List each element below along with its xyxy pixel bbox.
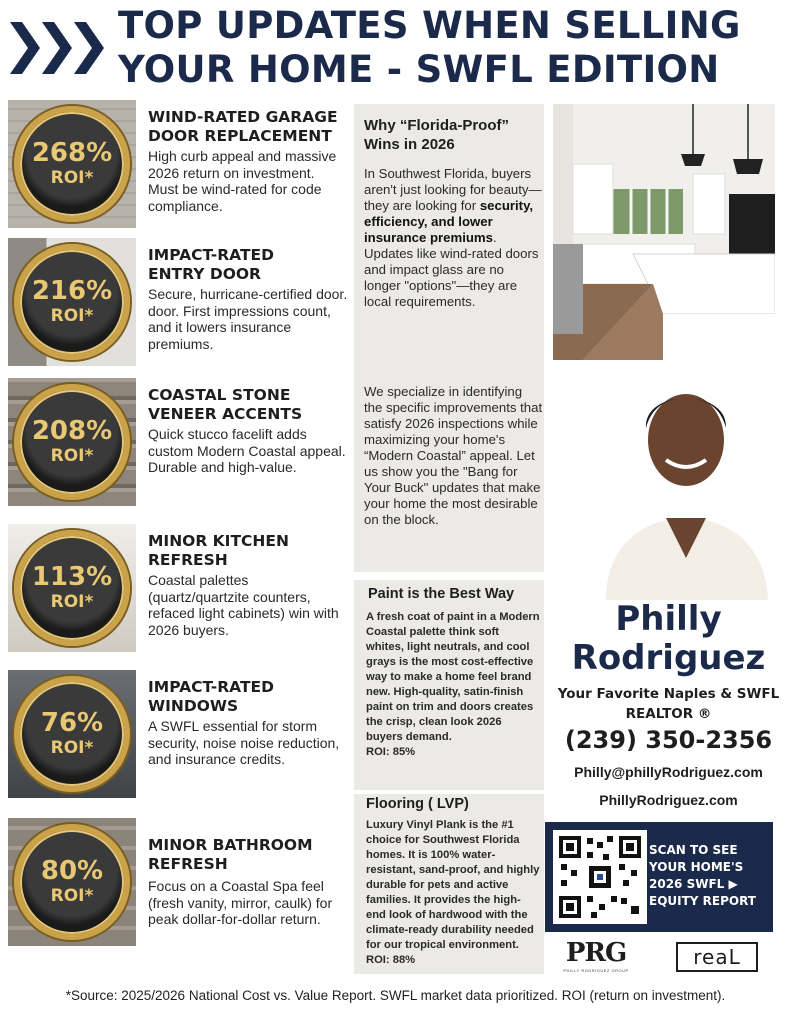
- roi-item-entry-door: [8, 238, 350, 366]
- item-title: [148, 108, 348, 146]
- agent-portrait: [596, 368, 774, 600]
- item-title-line-1: COASTAL STONE: [148, 386, 291, 404]
- paint-roi: ROI: 85%: [366, 746, 416, 758]
- item-title-line-2: REFRESH: [148, 551, 228, 569]
- entry-door-photo: [8, 238, 136, 366]
- qr-text-line-2: YOUR HOME'S: [649, 860, 744, 874]
- flooring-title: Flooring ( LVP): [366, 796, 469, 812]
- flooring-body: Luxury Vinyl Plank is the #1 choice for Southwest Florida homes. It is 100% water-resistant, sand-proof, and highly durable for pets and active families. It provides the high-end look of hardwood with the climate-ready durability needed for our tropical environment. ROI: 88%: [366, 819, 540, 966]
- item-title-line-1: IMPACT-RATED: [148, 678, 274, 696]
- qr-text-line-3: 2026 SWFL ▶: [649, 877, 738, 891]
- kitchen-photo: [8, 524, 136, 652]
- flooring-panel: [354, 794, 544, 974]
- garage-door-photo: [8, 100, 136, 228]
- roi-badge: [14, 384, 130, 500]
- why-text-c: . Updates like wind-rated doors and impact glass are no longer "options"—they are local requirements.: [364, 230, 539, 309]
- roi-badge: [14, 530, 130, 646]
- tagline-line-1: Your Favorite Naples & SWFL: [557, 686, 780, 702]
- item-description: Quick stucco facelift adds custom Modern Coastal appeal. Durable and high-value.: [148, 426, 346, 475]
- item-title-line-1: IMPACT-RATED: [148, 246, 274, 264]
- item-title-line-2: DOOR REPLACEMENT: [148, 127, 332, 145]
- prg-logo: [558, 938, 634, 980]
- roi-badge: [14, 244, 130, 360]
- roi-item-bathroom: [8, 818, 350, 946]
- equity-report-text[interactable]: [649, 842, 773, 910]
- title-line-1: TOP UPDATES WHEN SELLING: [118, 4, 741, 47]
- bathroom-photo: [8, 818, 136, 946]
- roi-badge: [14, 106, 130, 222]
- kitchen-hero-photo: [553, 104, 775, 360]
- item-title-line-1: MINOR BATHROOM: [148, 836, 313, 854]
- item-description: High curb appeal and massive 2026 return on investment. Must be wind-rated for code compliance.: [148, 148, 337, 214]
- item-title: [148, 246, 348, 284]
- agent-phone[interactable]: (239) 350-2356: [564, 726, 773, 754]
- roi-label: ROI*: [50, 738, 94, 758]
- item-title-line-2: ENTRY DOOR: [148, 265, 261, 283]
- roi-label: ROI*: [50, 168, 94, 188]
- why-florida-proof-panel: [354, 104, 544, 572]
- paint-text: A fresh coat of paint in a Modern Coastal palette think soft whites, light neutrals, and cool grays is the most cost-effective way to make a home feel brand new. High-quality, satin-finish paint on trim and doors creates the crisp, clean look 2026 buyers demand.: [366, 611, 540, 743]
- page-title: [118, 4, 741, 92]
- roi-percent: 216%: [31, 276, 113, 306]
- agent-last-name: Rodriguez: [571, 638, 766, 678]
- item-description: A SWFL essential for storm security, noise noise reduction, and insurance credits.: [148, 718, 340, 767]
- item-description: Focus on a Coastal Spa feel (fresh vanity, mirror, caulk) for peak dollar-for-dollar return.: [148, 878, 333, 927]
- real-logo: reaL: [676, 942, 758, 972]
- qr-text-line-1: SCAN TO SEE: [649, 843, 738, 857]
- item-title-line-2: REFRESH: [148, 855, 228, 873]
- roi-percent: 76%: [40, 708, 104, 738]
- why-text-emphasis: security, efficiency, and lower insurance premiums: [364, 198, 534, 245]
- title-line-2: YOUR HOME - SWFL EDITION: [118, 48, 720, 91]
- item-description: Coastal palettes (quartz/quartzite counters, refaced light cabinets) win with 2026 buyers.: [148, 572, 339, 638]
- equity-report-banner[interactable]: [545, 822, 773, 932]
- source-footnote: *Source: 2025/2026 National Cost vs. Value Report. SWFL market data prioritized. ROI (return on investment).: [65, 988, 726, 1003]
- prg-logo-text: PRG: [565, 938, 627, 968]
- roi-item-stone-veneer: [8, 378, 350, 506]
- qr-text-line-4: EQUITY REPORT: [649, 894, 756, 908]
- why-paragraph-2: We specialize in identifying the specific improvements that satisfy 2026 inspections while maximizing your home's “Modern Coastal” appeal. Let us show you the "Bang for Your Buck" updates that make your home the most desirable on the block.: [364, 384, 543, 527]
- item-title-line-2: WINDOWS: [148, 697, 239, 715]
- paint-panel: [354, 580, 544, 790]
- triple-chevron-right-icon: [10, 18, 106, 78]
- roi-label: ROI*: [50, 592, 94, 612]
- qr-code-icon[interactable]: [553, 830, 647, 924]
- item-title: [148, 678, 348, 716]
- item-description: Secure, hurricane-certified door. door. First impressions count, and it lowers insurance premiums.: [148, 286, 348, 352]
- roi-label: ROI*: [50, 306, 94, 326]
- stone-veneer-photo: [8, 378, 136, 506]
- agent-first-name: Philly: [615, 599, 722, 639]
- windows-photo: [8, 670, 136, 798]
- roi-badge: [14, 676, 130, 792]
- why-text-a: In Southwest Florida, buyers aren't just looking for beauty—they are looking for: [364, 166, 542, 213]
- agent-tagline: [546, 684, 791, 724]
- roi-percent: 208%: [31, 416, 113, 446]
- header: [0, 0, 791, 100]
- item-title-line-1: WIND-RATED GARAGE: [148, 108, 338, 126]
- agent-email[interactable]: Philly@phillyRodriguez.com: [574, 764, 763, 780]
- prg-logo-subtext: PHILLY RODRIGUEZ GROUP: [563, 968, 629, 973]
- roi-badge: [14, 824, 130, 940]
- paint-body: [366, 610, 540, 760]
- agent-website[interactable]: PhillyRodriguez.com: [599, 792, 738, 808]
- item-title: [148, 386, 348, 424]
- item-title-line-2: VENEER ACCENTS: [148, 405, 303, 423]
- item-title: [148, 836, 348, 874]
- roi-percent: 268%: [31, 138, 113, 168]
- paint-title: Paint is the Best Way: [368, 586, 515, 602]
- roi-label: ROI*: [50, 886, 94, 906]
- roi-label: ROI*: [50, 446, 94, 466]
- roi-item-windows: [8, 670, 350, 798]
- agent-name: [546, 600, 791, 678]
- roi-item-garage-door: [8, 100, 350, 228]
- item-title-line-1: MINOR KITCHEN: [148, 532, 289, 550]
- why-paragraph-1: [364, 166, 544, 310]
- kitchen-illustration: [553, 104, 775, 360]
- roi-percent: 80%: [40, 856, 104, 886]
- tagline-line-2: REALTOR ®: [625, 706, 712, 722]
- why-title: Why “Florida-Proof” Wins in 2026: [364, 117, 509, 153]
- item-title: [148, 532, 348, 570]
- roi-percent: 113%: [31, 562, 113, 592]
- agent-portrait-illustration: [596, 368, 774, 600]
- roi-item-kitchen: [8, 524, 350, 652]
